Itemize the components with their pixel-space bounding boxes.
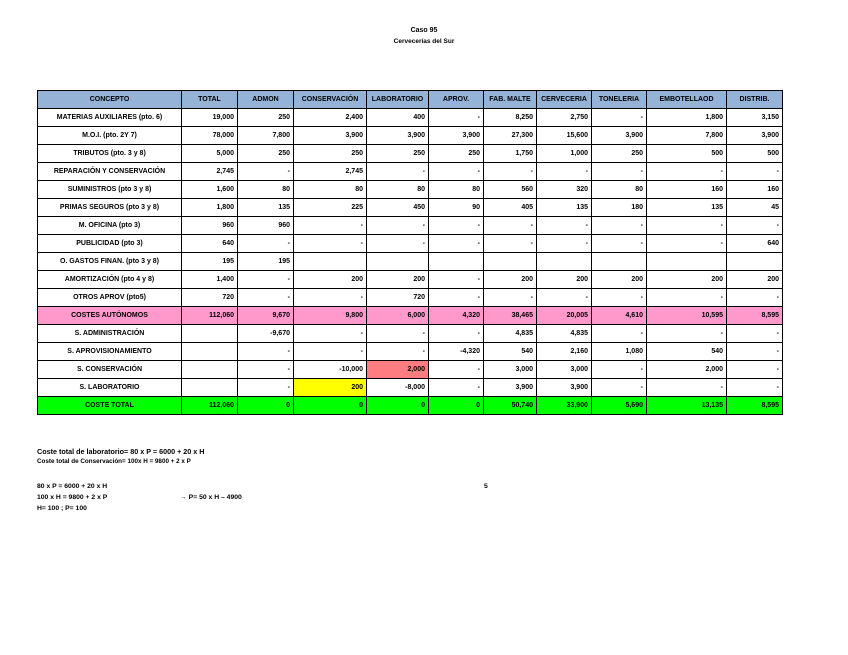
table-cell: 19,000	[182, 109, 238, 127]
table-row	[38, 253, 783, 271]
table-cell: 3,000	[537, 361, 592, 379]
distribution-row	[38, 379, 783, 397]
table-cell: -	[429, 163, 484, 181]
table-cell: 400	[367, 109, 429, 127]
table-header-row	[38, 91, 783, 109]
table-cell: -	[367, 343, 429, 361]
row-label: COSTES AUTÓNOMOS	[38, 307, 182, 325]
table-cell: 3,900	[294, 127, 367, 145]
table-cell: 33,900	[537, 397, 592, 415]
table-cell: 112,060	[182, 397, 238, 415]
row-label: S. CONSERVACIÓN	[38, 361, 182, 379]
distribution-row	[38, 325, 783, 343]
table-cell	[727, 253, 783, 271]
table-cell: 20,005	[537, 307, 592, 325]
table-cell: 80	[592, 181, 647, 199]
table-cell: 1,800	[647, 109, 727, 127]
table-cell: 160	[647, 181, 727, 199]
table-cell: 9,670	[238, 307, 294, 325]
table-cell: 405	[484, 199, 537, 217]
table-row	[38, 181, 783, 199]
equation-1: 80 x P = 6000 + 20 x H	[37, 483, 108, 490]
table-cell: -	[367, 235, 429, 253]
table-cell: 250	[367, 145, 429, 163]
table-cell: -	[238, 379, 294, 397]
table-cell: -	[367, 163, 429, 181]
table-cell: 8,595	[727, 307, 783, 325]
total-row	[38, 397, 783, 415]
note-laboratorio: Coste total de laboratorio= 80 x P = 6000 + 20 x H	[37, 447, 205, 456]
table-cell: 2,000	[647, 361, 727, 379]
table-cell: 3,900	[484, 379, 537, 397]
table-cell: 78,000	[182, 127, 238, 145]
table-cell: 80	[294, 181, 367, 199]
table-cell: 3,900	[592, 127, 647, 145]
table-cell: -	[294, 235, 367, 253]
column-header: APROV.	[429, 91, 484, 109]
table-cell: 540	[647, 343, 727, 361]
table-cell: 5,000	[182, 145, 238, 163]
column-header: CERVECERIA	[537, 91, 592, 109]
row-label: PRIMAS SEGUROS (pto 3 y 8)	[38, 199, 182, 217]
equation-3: H= 100 ; P= 100	[37, 505, 87, 512]
column-header: TONELERIA	[592, 91, 647, 109]
table-cell: -	[537, 235, 592, 253]
table-cell: 4,610	[592, 307, 647, 325]
table-cell	[537, 253, 592, 271]
table-cell: 195	[182, 253, 238, 271]
row-label: AMORTIZACIÓN (pto 4 y 8)	[38, 271, 182, 289]
table-cell: 5,690	[592, 397, 647, 415]
table-cell: -4,320	[429, 343, 484, 361]
table-cell: -	[592, 379, 647, 397]
table-cell: -8,000	[367, 379, 429, 397]
table-cell: 540	[484, 343, 537, 361]
table-cell: 250	[294, 145, 367, 163]
column-header: EMBOTELLAOD	[647, 91, 727, 109]
table-cell: 3,900	[367, 127, 429, 145]
table-cell	[182, 325, 238, 343]
table-cell: 4,835	[484, 325, 537, 343]
table-cell: 3,900	[429, 127, 484, 145]
table-cell: -	[592, 289, 647, 307]
table-cell: 1,750	[484, 145, 537, 163]
table-cell: -	[592, 361, 647, 379]
column-header: FAB. MALTE	[484, 91, 537, 109]
table-cell: 180	[592, 199, 647, 217]
column-header: CONSERVACIÓN	[294, 91, 367, 109]
table-cell	[294, 253, 367, 271]
table-row	[38, 289, 783, 307]
table-cell: -	[484, 289, 537, 307]
table-cell: 7,800	[238, 127, 294, 145]
table-cell: 112,060	[182, 307, 238, 325]
table-cell: -	[484, 217, 537, 235]
table-cell: 160	[727, 181, 783, 199]
row-label: M.O.I. (pto. 2Y 7)	[38, 127, 182, 145]
table-cell: -	[429, 271, 484, 289]
table-cell: 640	[727, 235, 783, 253]
table-cell: 2,750	[537, 109, 592, 127]
table-cell: 15,600	[537, 127, 592, 145]
table-cell: -	[294, 289, 367, 307]
row-label: MATERIAS AUXILIARES (pto. 6)	[38, 109, 182, 127]
table-cell: -	[238, 343, 294, 361]
table-cell: 2,400	[294, 109, 367, 127]
table-cell: -	[647, 235, 727, 253]
table-cell: 200	[367, 271, 429, 289]
table-cell: 135	[537, 199, 592, 217]
column-header: CONCEPTO	[38, 91, 182, 109]
row-label: TRIBUTOS (pto. 3 y 8)	[38, 145, 182, 163]
table-cell: 9,800	[294, 307, 367, 325]
row-label: PUBLICIDAD (pto 3)	[38, 235, 182, 253]
table-cell: 1,080	[592, 343, 647, 361]
table-cell: 720	[367, 289, 429, 307]
table-cell: 1,600	[182, 181, 238, 199]
table-cell: 13,135	[647, 397, 727, 415]
table-cell: 2,160	[537, 343, 592, 361]
table-cell: -	[647, 289, 727, 307]
table-cell: -	[727, 289, 783, 307]
table-row	[38, 127, 783, 145]
table-cell: 960	[182, 217, 238, 235]
table-cell	[647, 253, 727, 271]
table-cell: 200	[294, 379, 367, 397]
table-cell: 2,745	[294, 163, 367, 181]
table-cell	[592, 253, 647, 271]
page-number: 5	[484, 483, 488, 490]
table-cell: -	[647, 163, 727, 181]
table-cell: 135	[238, 199, 294, 217]
page-subtitle: Cervecerías del Sur	[393, 38, 455, 45]
note-conservacion: Coste total de Conservación= 100x H = 9800 + 2 x P	[37, 458, 191, 465]
table-cell: 0	[367, 397, 429, 415]
table-cell: 8,595	[727, 397, 783, 415]
table-cell: 90	[429, 199, 484, 217]
table-cell: 200	[484, 271, 537, 289]
table-cell	[182, 343, 238, 361]
table-cell: -	[592, 109, 647, 127]
table-cell: 1,400	[182, 271, 238, 289]
table-cell: 3,000	[484, 361, 537, 379]
column-header: ADMON	[238, 91, 294, 109]
table-cell: -	[429, 325, 484, 343]
column-header: DISTRIB.	[727, 91, 783, 109]
table-cell: -	[647, 217, 727, 235]
table-cell: -	[429, 109, 484, 127]
table-cell	[367, 253, 429, 271]
table-cell: -	[647, 325, 727, 343]
table-cell: -	[727, 361, 783, 379]
table-cell: 0	[429, 397, 484, 415]
subtotal-row	[38, 307, 783, 325]
table-cell: -	[727, 379, 783, 397]
table-cell: -	[592, 217, 647, 235]
table-cell: -	[429, 235, 484, 253]
table-cell: -	[592, 325, 647, 343]
page-title: Caso 95	[410, 27, 438, 34]
table-cell: 4,835	[537, 325, 592, 343]
table-cell: 0	[238, 397, 294, 415]
table-cell: 2,000	[367, 361, 429, 379]
table-cell: -	[727, 163, 783, 181]
table-cell: 250	[238, 145, 294, 163]
table-cell: -	[647, 379, 727, 397]
table-cell: -	[727, 217, 783, 235]
table-cell: 250	[429, 145, 484, 163]
table-cell: 7,800	[647, 127, 727, 145]
table-cell: 27,300	[484, 127, 537, 145]
table-cell: -	[238, 163, 294, 181]
table-cell: 6,000	[367, 307, 429, 325]
table-cell: 1,000	[537, 145, 592, 163]
row-label: SUMINISTROS (pto 3 y 8)	[38, 181, 182, 199]
table-cell: 200	[294, 271, 367, 289]
table-cell: 135	[647, 199, 727, 217]
table-cell: -	[238, 235, 294, 253]
table-row	[38, 217, 783, 235]
table-cell: -9,670	[238, 325, 294, 343]
equation-2: 100 x H = 9800 + 2 x P	[37, 494, 108, 501]
table-cell: 225	[294, 199, 367, 217]
table-cell: -	[429, 379, 484, 397]
table-cell: 500	[647, 145, 727, 163]
table-cell: 80	[367, 181, 429, 199]
table-cell: 640	[182, 235, 238, 253]
table-cell: -	[429, 289, 484, 307]
table-cell: -	[238, 361, 294, 379]
table-row	[38, 235, 783, 253]
column-header: LABORATORIO	[367, 91, 429, 109]
table-cell: -	[537, 289, 592, 307]
table-cell: -	[592, 235, 647, 253]
table-cell: 200	[592, 271, 647, 289]
table-row	[38, 271, 783, 289]
table-cell: 200	[727, 271, 783, 289]
row-label: S. APROVISIONAMIENTO	[38, 343, 182, 361]
table-cell: -	[484, 163, 537, 181]
table-cell: 3,900	[727, 127, 783, 145]
table-cell: -	[238, 289, 294, 307]
table-cell: 10,595	[647, 307, 727, 325]
table-cell: 720	[182, 289, 238, 307]
table-cell: 500	[727, 145, 783, 163]
table-cell: 80	[238, 181, 294, 199]
table-cell: 50,740	[484, 397, 537, 415]
table-cell: 3,900	[537, 379, 592, 397]
row-label: S. ADMINISTRACIÓN	[38, 325, 182, 343]
table-cell: -	[429, 361, 484, 379]
table-cell: 38,465	[484, 307, 537, 325]
table-cell: -	[294, 343, 367, 361]
table-cell: -	[537, 217, 592, 235]
table-cell: 250	[592, 145, 647, 163]
table-cell: 450	[367, 199, 429, 217]
row-label: COSTE TOTAL	[38, 397, 182, 415]
table-cell: -	[367, 325, 429, 343]
table-cell: -	[484, 235, 537, 253]
table-cell: 200	[647, 271, 727, 289]
table-cell: -	[727, 343, 783, 361]
table-cell	[182, 379, 238, 397]
table-cell: 4,320	[429, 307, 484, 325]
table-cell: 80	[429, 181, 484, 199]
table-cell: 250	[238, 109, 294, 127]
table-row	[38, 109, 783, 127]
table-row	[38, 199, 783, 217]
equation-arrow: → P= 50 x H – 4900	[180, 494, 242, 501]
column-header: TOTAL	[182, 91, 238, 109]
table-cell: 2,745	[182, 163, 238, 181]
table-cell: 960	[238, 217, 294, 235]
table-cell: 45	[727, 199, 783, 217]
row-label: REPARACIÓN Y CONSERVACIÓN	[38, 163, 182, 181]
table-cell: -	[592, 163, 647, 181]
table-cell	[182, 361, 238, 379]
table-cell: 320	[537, 181, 592, 199]
distribution-row	[38, 343, 783, 361]
table-cell: -	[727, 325, 783, 343]
distribution-row	[38, 361, 783, 379]
table-row	[38, 163, 783, 181]
table-cell: -	[238, 271, 294, 289]
table-cell: -10,000	[294, 361, 367, 379]
table-cell: 560	[484, 181, 537, 199]
table-cell: 3,150	[727, 109, 783, 127]
table-cell	[484, 253, 537, 271]
row-label: O. GASTOS FINAN. (pto 3 y 8)	[38, 253, 182, 271]
table-cell: -	[367, 217, 429, 235]
table-row	[38, 145, 783, 163]
table-cell: -	[294, 325, 367, 343]
table-cell: 8,250	[484, 109, 537, 127]
table-cell: -	[429, 217, 484, 235]
table-cell: -	[294, 217, 367, 235]
table-cell: -	[537, 163, 592, 181]
row-label: M. OFICINA (pto 3)	[38, 217, 182, 235]
cost-table	[37, 90, 783, 415]
table-cell: 200	[537, 271, 592, 289]
row-label: S. LABORATORIO	[38, 379, 182, 397]
table-cell: 195	[238, 253, 294, 271]
table-cell	[429, 253, 484, 271]
row-label: OTROS APROV (pto5)	[38, 289, 182, 307]
table-cell: 0	[294, 397, 367, 415]
table-cell: 1,800	[182, 199, 238, 217]
